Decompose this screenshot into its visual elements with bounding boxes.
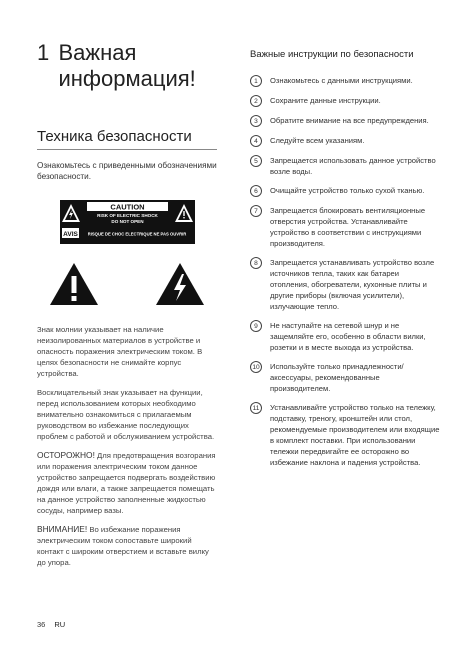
intro-text: Ознакомьтесь с приведенными обозначениями безопасности. — [37, 161, 217, 181]
language-code: RU — [54, 620, 66, 629]
list-item — [250, 205, 440, 249]
right-column — [250, 30, 440, 476]
avis-text: RISQUE DE CHOC ELECTRIQUE NE PAS OUVRIR — [87, 231, 186, 237]
paragraph-text: Во избежание поражения электрическим током сопоставьте широкий контакт с широким отверстием и вставьте вилку до упора. — [37, 525, 209, 567]
lightning-warning-icon — [155, 262, 205, 306]
paragraph-lead: ОСТОРОЖНО! — [37, 450, 95, 460]
avis-word: AVIS — [62, 231, 78, 238]
item-text: Используйте только принадлежности/аксессуары, рекомендованные производителем. — [270, 362, 404, 393]
paragraph-text: Знак молнии указывает на наличие неизолированных материалов в устройстве и опасность поражения электрическим током. В целях безопасности не снимайте корпус устройства. — [37, 325, 203, 378]
caution-label — [60, 200, 195, 244]
item-number: 2 — [250, 95, 262, 107]
item-text: Не наступайте на сетевой шнур и не защемляйте его, особенно в области вилки, розетки и в месте выхода из устройства. — [270, 321, 426, 352]
paragraph-lead: ВНИМАНИЕ! — [37, 524, 88, 534]
item-text: Запрещается устанавливать устройство возле источников тепла, таких как батареи отопления, обогреватели, кухонные плиты и другие приборы (включая усилители), излучающие тепло. — [270, 258, 435, 311]
paragraph-text: Восклицательный знак указывает на функции, перед использованием которых необходимо внимательно ознакомиться с прилагаемым руководством во избежание последующих проблем с работой и обслуживанием устройства. — [37, 388, 215, 441]
paragraph-text: Для предотвращения возгорания или поражения электрическим током данное устройство запрещается подвергать воздействию дождя или влаги, а также запрещается помещать на данное устройство заполненные жидкостью сосуды, например вазы. — [37, 451, 216, 515]
list-item — [250, 402, 440, 468]
item-number: 5 — [250, 155, 262, 167]
list-item — [250, 115, 440, 127]
item-number: 8 — [250, 257, 262, 269]
instructions-title: Важные инструкции по безопасности — [250, 49, 414, 60]
left-column — [37, 30, 217, 568]
list-item — [250, 95, 440, 107]
list-item — [250, 320, 440, 353]
list-item — [250, 135, 440, 147]
item-text: Запрещается использовать данное устройство возле воды. — [270, 156, 436, 176]
item-text: Запрещается блокировать вентиляционные отверстия устройства. Устанавливайте устройство в соответствии с инструкциями производителя. — [270, 206, 426, 248]
exclamation-warning-icon — [49, 262, 99, 306]
page-number: 36 — [37, 620, 46, 629]
item-text: Следуйте всем указаниям. — [270, 136, 365, 145]
list-item — [250, 257, 440, 312]
chapter-title: Важная информация! — [58, 40, 196, 91]
item-text: Сохраните данные инструкции. — [270, 96, 381, 105]
item-number: 11 — [250, 402, 262, 414]
item-number: 4 — [250, 135, 262, 147]
caution-label-graphic — [60, 200, 195, 244]
item-number: 3 — [250, 115, 262, 127]
caution-risk-line2: DO NOT OPEN — [110, 219, 144, 224]
attention-paragraph — [37, 524, 217, 568]
lightning-paragraph — [37, 324, 217, 379]
item-text: Ознакомьтесь с данными инструкциями. — [270, 76, 413, 85]
instructions-list — [250, 75, 440, 468]
list-item — [250, 75, 440, 87]
caution-risk-line1: RISK OF ELECTRIC SHOCK — [96, 213, 158, 218]
item-number: 7 — [250, 205, 262, 217]
item-number: 9 — [250, 320, 262, 332]
caution-word: CAUTION — [109, 202, 145, 212]
item-text: Очищайте устройство только сухой тканью. — [270, 186, 425, 195]
section-title: Техника безопасности — [37, 128, 217, 150]
chapter-heading — [37, 40, 217, 92]
item-number: 10 — [250, 361, 262, 373]
list-item — [250, 155, 440, 177]
item-text: Обратите внимание на все предупреждения. — [270, 116, 429, 125]
caution-paragraph — [37, 450, 217, 516]
page-footer — [37, 620, 65, 629]
list-item — [250, 185, 440, 197]
safety-symbols — [49, 262, 205, 306]
item-number: 6 — [250, 185, 262, 197]
chapter-number: 1 — [37, 40, 50, 65]
item-number: 1 — [250, 75, 262, 87]
list-item — [250, 361, 440, 394]
item-text: Устанавливайте устройство только на тележку, подставку, треногу, кронштейн или стол, рекомендуемые производителем или входящие в комплект поставки. При использовании тележки передвигайте ее осторожно во избежание наклона и падения устройства. — [270, 403, 440, 467]
exclamation-paragraph — [37, 387, 217, 442]
